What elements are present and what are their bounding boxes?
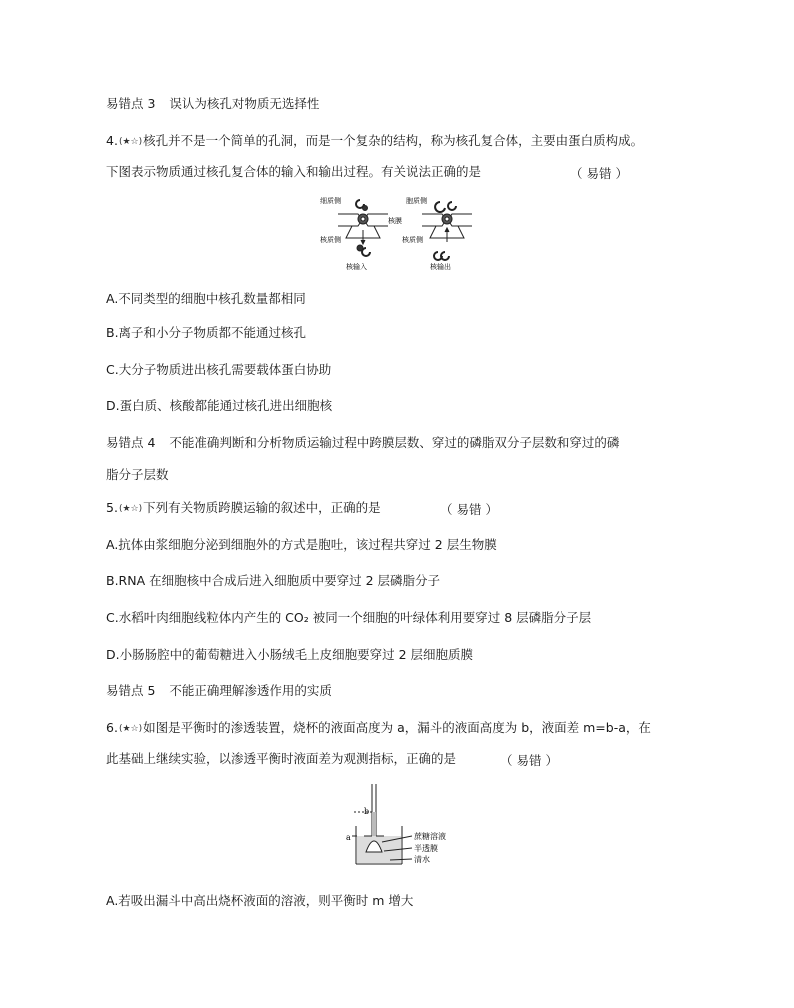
fig-left-top: 细质侧 (320, 197, 341, 205)
q4-option-c: C.大分子物质进出核孔需要载体蛋白协助 (106, 362, 332, 377)
section-label: 易错点 5 (106, 683, 156, 698)
fig-left-bottom: 核质侧 (320, 236, 341, 244)
q6-text-line1: 如图是平衡时的渗透装置，烧杯的液面高度为 a，漏斗的液面高度为 b，液面差 m=b-a，在 (143, 720, 651, 735)
q4-text-line2: 下图表示物质通过核孔复合体的输入和输出过程。有关说法正确的是 (106, 164, 482, 179)
q5-stem (106, 500, 381, 517)
q6-tag: （ 易错 ） (500, 753, 558, 768)
fig-sucrose: 蔗糖溶液 (414, 832, 446, 841)
section-5-heading (106, 683, 332, 699)
q4-stem-line2 (106, 164, 481, 180)
q4-option-a: A.不同类型的细胞中核孔数量都相同 (106, 291, 306, 306)
import-diagram (338, 200, 388, 256)
fig-right-bottom: 核质侧 (402, 236, 423, 244)
fig-left-caption: 核输入 (346, 263, 367, 271)
section-4-heading-line2: 脂分子层数 (106, 467, 169, 482)
q4-option-b: B.离子和小分子物质都不能通过核孔 (106, 325, 307, 340)
question-number: 5. (106, 500, 118, 515)
section-3-heading (106, 96, 319, 112)
q5-option-b: B.RNA 在细胞核中合成后进入细胞质中要穿过 2 层磷脂分子 (106, 573, 441, 588)
q5-option-a: A.抗体由浆细胞分泌到细胞外的方式是胞吐，该过程共穿过 2 层生物膜 (106, 537, 497, 552)
fig-label-a: a (346, 833, 351, 842)
export-diagram (422, 202, 472, 260)
q4-tag: （ 易错 ） (570, 166, 628, 181)
q5-option-c: C.水稻叶肉细胞线粒体内产生的 CO₂ 被同一个细胞的叶绿体利用要穿过 8 层磷脂分子层 (106, 610, 592, 625)
section-title: 误认为核孔对物质无选择性 (169, 96, 320, 111)
q6-stem-line1 (106, 720, 651, 737)
fig-label-b: b (364, 807, 370, 816)
nuclear-pore-figure (316, 190, 496, 275)
fig-membrane: 半透膜 (414, 844, 438, 853)
question-number: 6. (106, 720, 118, 735)
q5-option-d: D.小肠肠腔中的葡萄糖进入小肠绒毛上皮细胞要穿过 2 层细胞质膜 (106, 647, 473, 662)
difficulty-stars: (★☆) (118, 504, 143, 514)
fig-left-membrane: 核膜 (388, 217, 402, 225)
difficulty-stars: (★☆) (118, 137, 143, 147)
question-number: 4. (106, 133, 118, 148)
q6-stem-line2: 此基础上继续实验，以渗透平衡时液面差为观测指标，正确的是 (106, 751, 457, 766)
q6-option-a: A.若吸出漏斗中高出烧杯液面的溶液，则平衡时 m 增大 (106, 893, 414, 908)
osmosis-figure (346, 782, 466, 877)
q4-text-line1: 核孔并不是一个简单的孔洞，而是一个复杂的结构，称为核孔复合体，主要由蛋白质构成。 (143, 133, 644, 148)
section-label: 易错点 4 (106, 435, 156, 450)
fig-right-caption: 核输出 (430, 263, 451, 271)
q4-option-d: D.蛋白质、核酸都能通过核孔进出细胞核 (106, 398, 333, 413)
section-label: 易错点 3 (106, 96, 156, 111)
difficulty-stars: (★☆) (118, 724, 143, 734)
section-title: 不能正确理解渗透作用的实质 (169, 683, 332, 698)
section-4-heading (106, 435, 619, 451)
q5-tag: （ 易错 ） (440, 502, 498, 517)
q4-stem-line1 (106, 133, 643, 150)
q5-text: 下列有关物质跨膜运输的叙述中，正确的是 (143, 500, 381, 515)
fig-water: 清水 (414, 855, 430, 864)
section-title-line1: 不能准确判断和分析物质运输过程中跨膜层数、穿过的磷脂双分子层数和穿过的磷 (169, 435, 620, 450)
fig-right-top: 胞质侧 (406, 197, 427, 205)
